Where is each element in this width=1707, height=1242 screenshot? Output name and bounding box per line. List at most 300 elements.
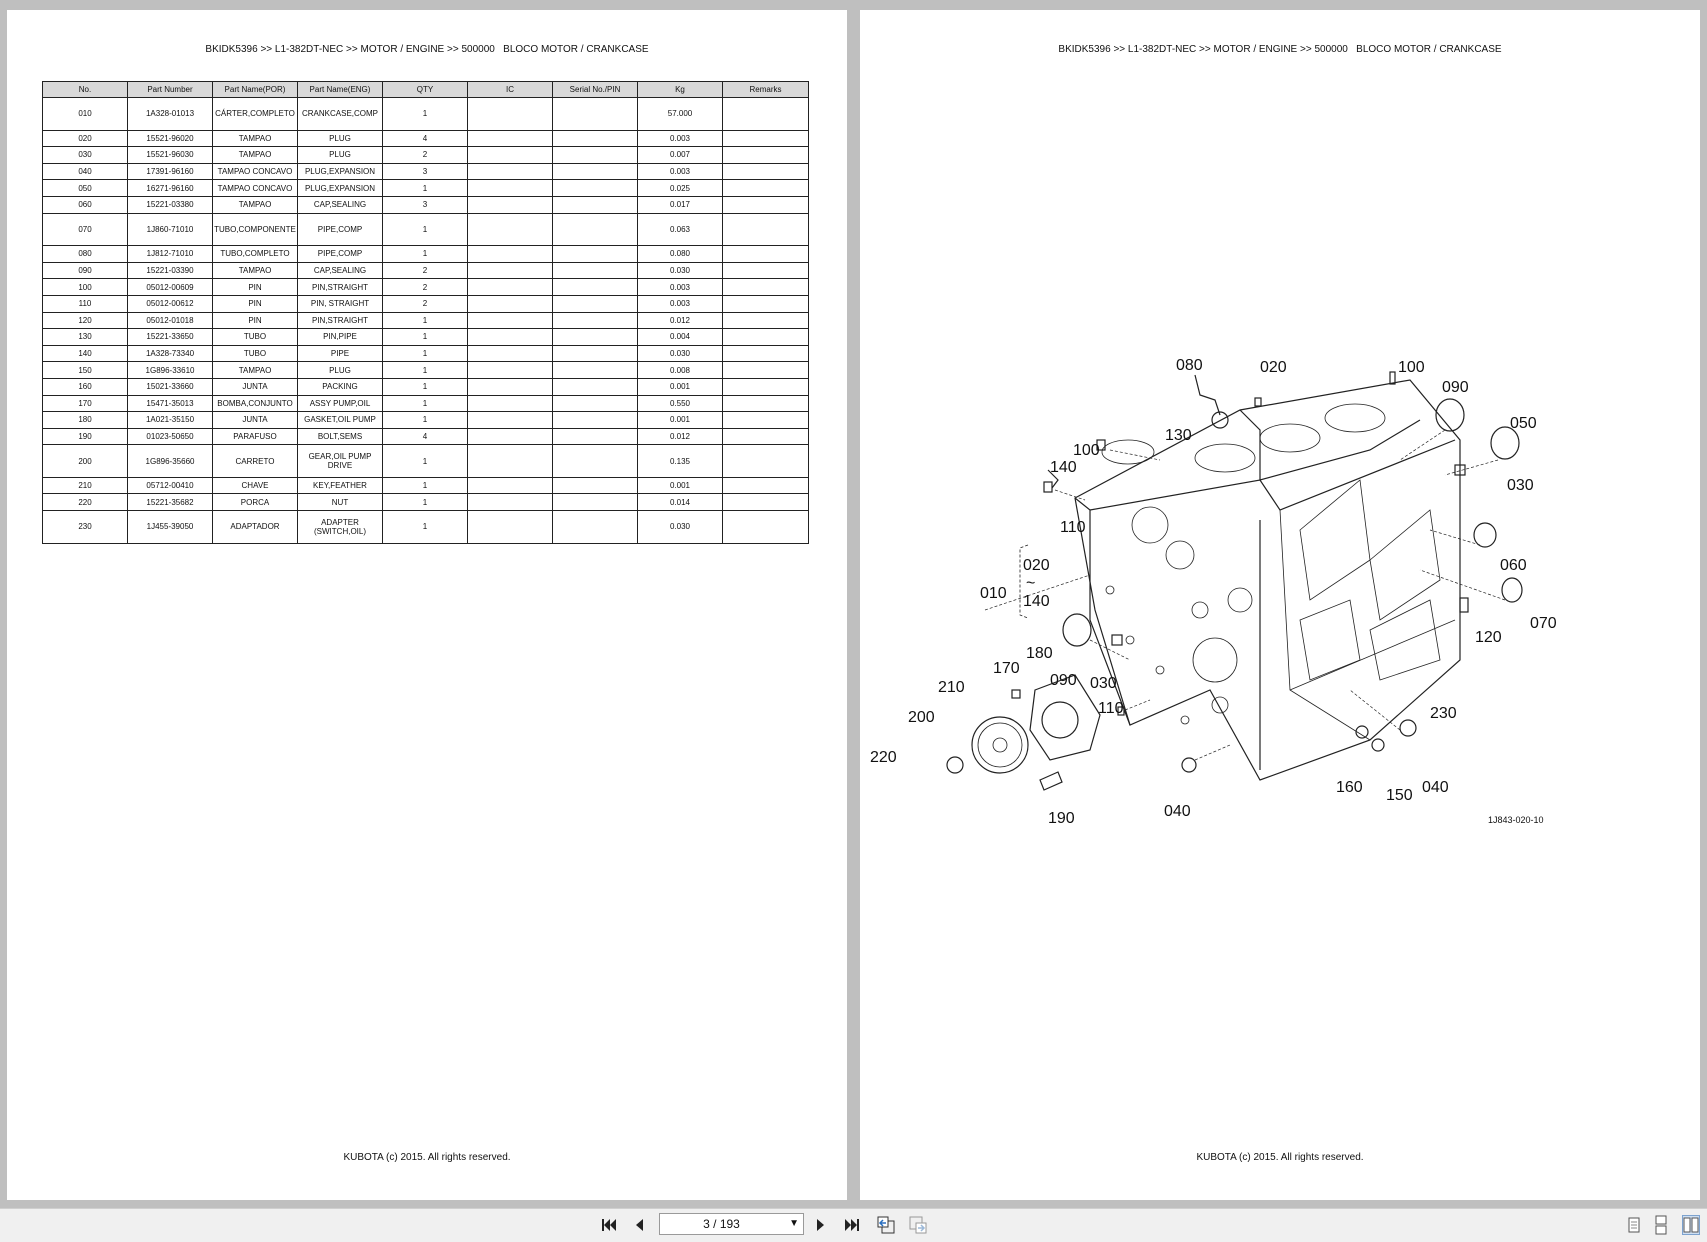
table-cell: CRANKCASE,COMP <box>298 98 383 131</box>
table-cell <box>723 130 809 147</box>
table-cell: TUBO,COMPLETO <box>213 246 298 263</box>
table-cell <box>553 213 638 246</box>
table-cell: 050 <box>43 180 128 197</box>
table-cell: 0.012 <box>638 312 723 329</box>
table-cell <box>553 494 638 511</box>
table-cell: KEY,FEATHER <box>298 477 383 494</box>
table-row <box>43 98 809 131</box>
previous-page-button[interactable] <box>627 1214 651 1236</box>
table-cell: ADAPTER (SWITCH,OIL) <box>298 511 383 544</box>
table-cell: TAMPAO <box>213 147 298 164</box>
table-cell <box>553 163 638 180</box>
table-cell <box>468 378 553 395</box>
table-cell: PIN <box>213 279 298 296</box>
previous-view-icon <box>876 1215 896 1235</box>
table-cell <box>723 494 809 511</box>
table-cell: 1G896-33610 <box>128 362 213 379</box>
column-header: QTY <box>383 82 468 98</box>
table-cell <box>468 362 553 379</box>
table-row <box>43 362 809 379</box>
table-cell <box>723 98 809 131</box>
table-cell: 3 <box>383 196 468 213</box>
table-cell <box>553 428 638 445</box>
table-cell <box>468 329 553 346</box>
callout-200: 200 <box>908 709 935 726</box>
previous-view-button[interactable] <box>874 1214 898 1236</box>
table-cell <box>723 163 809 180</box>
table-row <box>43 213 809 246</box>
oil-pump-drawing <box>947 675 1100 790</box>
table-cell: 01023-50650 <box>128 428 213 445</box>
callout-040: 040 <box>1422 779 1449 796</box>
table-cell <box>468 511 553 544</box>
table-cell <box>723 378 809 395</box>
callout-120: 120 <box>1475 629 1502 646</box>
last-page-button[interactable] <box>840 1214 864 1236</box>
callout-010: 010 <box>980 585 1007 602</box>
table-row <box>43 246 809 263</box>
table-cell: 15221-33650 <box>128 329 213 346</box>
table-cell: PLUG <box>298 147 383 164</box>
table-cell: 15021-33660 <box>128 378 213 395</box>
table-cell: 0.003 <box>638 295 723 312</box>
table-cell: 220 <box>43 494 128 511</box>
table-cell: 0.550 <box>638 395 723 412</box>
table-cell: 1 <box>383 246 468 263</box>
table-cell <box>723 412 809 429</box>
page-footer: KUBOTA (c) 2015. All rights reserved. <box>1196 1152 1364 1163</box>
table-cell <box>723 196 809 213</box>
table-cell: 15221-03380 <box>128 196 213 213</box>
callout-100: 100 <box>1398 359 1425 376</box>
table-cell <box>468 196 553 213</box>
callout-160: 160 <box>1336 779 1363 796</box>
table-cell: BOLT,SEMS <box>298 428 383 445</box>
table-cell: 1 <box>383 362 468 379</box>
column-header: Part Name(ENG) <box>298 82 383 98</box>
table-cell <box>468 147 553 164</box>
table-cell <box>468 262 553 279</box>
table-cell: 0.135 <box>638 445 723 478</box>
table-cell: 0.030 <box>638 345 723 362</box>
table-cell: 1A328-01013 <box>128 98 213 131</box>
table-cell <box>468 445 553 478</box>
table-cell: JUNTA <box>213 378 298 395</box>
table-header-row <box>43 82 809 98</box>
callout-170: 170 <box>993 660 1020 677</box>
table-cell: 57.000 <box>638 98 723 131</box>
first-page-button[interactable] <box>597 1214 621 1236</box>
table-cell: GEAR,OIL PUMP DRIVE <box>298 445 383 478</box>
table-cell: TAMPAO <box>213 262 298 279</box>
diagram-callouts <box>870 357 1557 827</box>
callout-020: 020 <box>1260 359 1287 376</box>
table-cell: 16271-96160 <box>128 180 213 197</box>
table-cell <box>553 511 638 544</box>
table-cell <box>468 345 553 362</box>
callout-060: 060 <box>1500 557 1527 574</box>
table-cell: ADAPTADOR <box>213 511 298 544</box>
table-cell <box>723 362 809 379</box>
table-cell: CAP,SEALING <box>298 196 383 213</box>
callout-220: 220 <box>870 749 897 766</box>
table-row <box>43 477 809 494</box>
table-cell: 0.063 <box>638 213 723 246</box>
table-cell: 4 <box>383 130 468 147</box>
next-view-button[interactable] <box>906 1214 930 1236</box>
table-cell: 05012-01018 <box>128 312 213 329</box>
table-row <box>43 196 809 213</box>
table-cell: 1J812-71010 <box>128 246 213 263</box>
table-cell <box>723 312 809 329</box>
table-cell: 0.017 <box>638 196 723 213</box>
table-cell: 0.014 <box>638 494 723 511</box>
column-header: Remarks <box>723 82 809 98</box>
callout-tilde: ~ <box>1026 575 1036 592</box>
table-cell <box>723 395 809 412</box>
table-cell: 0.003 <box>638 163 723 180</box>
table-cell <box>468 312 553 329</box>
table-cell: CHAVE <box>213 477 298 494</box>
table-cell: 05012-00609 <box>128 279 213 296</box>
callout-110b: 110 <box>1098 700 1124 717</box>
table-cell: 110 <box>43 295 128 312</box>
table-cell: 15521-96030 <box>128 147 213 164</box>
table-cell: PIN <box>213 312 298 329</box>
table-cell: 0.030 <box>638 262 723 279</box>
table-cell: 1G896-35660 <box>128 445 213 478</box>
table-cell: 210 <box>43 477 128 494</box>
callout-190: 190 <box>1048 810 1075 827</box>
next-page-icon <box>815 1217 827 1233</box>
callout-150: 150 <box>1386 787 1413 804</box>
callout-050: 050 <box>1510 415 1537 432</box>
page-number-input[interactable] <box>659 1213 804 1235</box>
table-cell: 0.030 <box>638 511 723 544</box>
table-row <box>43 262 809 279</box>
table-cell <box>468 412 553 429</box>
table-cell: 4 <box>383 428 468 445</box>
facing-pages-view-button[interactable] <box>1682 1215 1700 1235</box>
table-cell <box>553 246 638 263</box>
callout-230: 230 <box>1430 705 1457 722</box>
right-pdf-page <box>860 10 1700 1200</box>
table-cell: 17391-96160 <box>128 163 213 180</box>
table-cell <box>468 428 553 445</box>
table-cell: 070 <box>43 213 128 246</box>
table-cell: 0.012 <box>638 428 723 445</box>
table-cell: 2 <box>383 147 468 164</box>
page-header: BKIDK5396 >> L1-382DT-NEC >> MOTOR / ENGINE >> 500000 BLOCO MOTOR / CRANKCASE <box>205 44 649 55</box>
callout-130: 130 <box>1165 427 1192 444</box>
table-cell <box>723 262 809 279</box>
facing-pages-icon <box>1683 1216 1699 1234</box>
table-cell <box>553 378 638 395</box>
table-cell: 0.001 <box>638 378 723 395</box>
continuous-page-icon <box>1652 1215 1670 1235</box>
table-row <box>43 180 809 197</box>
table-cell: 1J860-71010 <box>128 213 213 246</box>
table-cell: 190 <box>43 428 128 445</box>
column-header: IC <box>468 82 553 98</box>
table-cell: 1J455-39050 <box>128 511 213 544</box>
table-cell <box>723 477 809 494</box>
table-cell: 0.025 <box>638 180 723 197</box>
table-cell <box>553 130 638 147</box>
table-cell: CÁRTER,COMPLETO <box>213 98 298 131</box>
table-row <box>43 494 809 511</box>
table-cell: 180 <box>43 412 128 429</box>
callout-040b: 040 <box>1164 803 1191 820</box>
table-cell <box>468 279 553 296</box>
table-cell: 030 <box>43 147 128 164</box>
table-cell: 0.080 <box>638 246 723 263</box>
table-row <box>43 345 809 362</box>
table-cell <box>553 477 638 494</box>
table-cell: 2 <box>383 279 468 296</box>
table-cell: 1 <box>383 345 468 362</box>
table-cell: 1A328-73340 <box>128 345 213 362</box>
table-cell <box>723 511 809 544</box>
table-cell <box>553 362 638 379</box>
table-cell <box>553 147 638 164</box>
left-pdf-page <box>7 10 847 1200</box>
table-row <box>43 147 809 164</box>
table-cell <box>553 180 638 197</box>
table-cell: TAMPAO CONCAVO <box>213 180 298 197</box>
table-cell: 080 <box>43 246 128 263</box>
table-cell: PLUG,EXPANSION <box>298 163 383 180</box>
table-cell: 010 <box>43 98 128 131</box>
table-cell: PLUG,EXPANSION <box>298 180 383 197</box>
continuous-view-button[interactable] <box>1652 1215 1670 1235</box>
table-cell: 0.008 <box>638 362 723 379</box>
table-cell: PIN,PIPE <box>298 329 383 346</box>
table-cell: 100 <box>43 279 128 296</box>
table-cell <box>553 98 638 131</box>
table-cell <box>468 213 553 246</box>
table-cell: 090 <box>43 262 128 279</box>
table-cell: TAMPAO <box>213 130 298 147</box>
table-cell: 2 <box>383 295 468 312</box>
table-cell: 0.003 <box>638 279 723 296</box>
table-cell: 1 <box>383 378 468 395</box>
table-row <box>43 378 809 395</box>
table-row <box>43 163 809 180</box>
table-cell <box>723 295 809 312</box>
table-cell: 140 <box>43 345 128 362</box>
viewer-toolbar <box>0 1208 1707 1242</box>
table-cell: BOMBA,CONJUNTO <box>213 395 298 412</box>
callout-140b: 140 <box>1023 593 1050 610</box>
exploded-parts-diagram <box>870 357 1620 880</box>
table-cell: PIN,STRAIGHT <box>298 312 383 329</box>
table-cell <box>723 246 809 263</box>
table-cell <box>468 477 553 494</box>
table-cell: TAMPAO CONCAVO <box>213 163 298 180</box>
table-cell <box>468 246 553 263</box>
callout-210: 210 <box>938 679 965 696</box>
table-cell <box>553 262 638 279</box>
table-cell: 1 <box>383 412 468 429</box>
table-cell: PIPE,COMP <box>298 246 383 263</box>
page-footer: KUBOTA (c) 2015. All rights reserved. <box>343 1152 511 1163</box>
table-cell: 130 <box>43 329 128 346</box>
table-cell: 1 <box>383 511 468 544</box>
table-cell: 1 <box>383 312 468 329</box>
table-cell <box>468 130 553 147</box>
table-row <box>43 329 809 346</box>
table-cell: 1 <box>383 213 468 246</box>
callout-180: 180 <box>1026 645 1053 662</box>
table-cell: GASKET,OIL PUMP <box>298 412 383 429</box>
table-cell: 0.003 <box>638 130 723 147</box>
table-cell: PIN,STRAIGHT <box>298 279 383 296</box>
table-cell <box>553 329 638 346</box>
single-page-icon <box>1625 1215 1643 1235</box>
table-cell <box>468 163 553 180</box>
table-cell <box>553 445 638 478</box>
table-row <box>43 395 809 412</box>
table-cell: 1 <box>383 395 468 412</box>
last-page-icon <box>844 1217 860 1233</box>
table-cell: 1 <box>383 329 468 346</box>
table-cell: 05012-00612 <box>128 295 213 312</box>
table-cell: 1A021-35150 <box>128 412 213 429</box>
page-indicator: 3 / 193 <box>703 1217 740 1231</box>
table-row <box>43 445 809 478</box>
table-cell: PIPE,COMP <box>298 213 383 246</box>
table-cell <box>723 428 809 445</box>
table-cell: 2 <box>383 262 468 279</box>
table-cell <box>468 295 553 312</box>
table-cell: PARAFUSO <box>213 428 298 445</box>
table-cell: 230 <box>43 511 128 544</box>
table-cell: 15471-35013 <box>128 395 213 412</box>
next-view-icon <box>908 1215 928 1235</box>
table-cell <box>468 494 553 511</box>
table-cell: 3 <box>383 163 468 180</box>
table-cell: JUNTA <box>213 412 298 429</box>
column-header: Part Name(POR) <box>213 82 298 98</box>
previous-page-icon <box>633 1217 645 1233</box>
page-header: BKIDK5396 >> L1-382DT-NEC >> MOTOR / ENGINE >> 500000 BLOCO MOTOR / CRANKCASE <box>1058 44 1502 55</box>
table-body <box>43 98 809 544</box>
table-cell: 200 <box>43 445 128 478</box>
table-cell <box>723 180 809 197</box>
callout-110: 110 <box>1060 519 1086 536</box>
table-row <box>43 412 809 429</box>
table-cell <box>468 180 553 197</box>
table-cell: 0.001 <box>638 412 723 429</box>
table-cell: 120 <box>43 312 128 329</box>
column-header: Kg <box>638 82 723 98</box>
callout-090: 090 <box>1442 379 1469 396</box>
table-cell <box>468 395 553 412</box>
drawing-code: 1J843-020-10 <box>1488 815 1544 825</box>
table-cell: PORCA <box>213 494 298 511</box>
table-cell <box>553 279 638 296</box>
callout-080: 080 <box>1176 357 1203 374</box>
table-row <box>43 312 809 329</box>
table-cell: 1 <box>383 445 468 478</box>
table-cell: TUBO,COMPONENTE <box>213 213 298 246</box>
next-page-button[interactable] <box>809 1214 833 1236</box>
column-header: No. <box>43 82 128 98</box>
table-cell: 0.007 <box>638 147 723 164</box>
table-cell <box>468 98 553 131</box>
table-cell: TUBO <box>213 345 298 362</box>
table-cell <box>553 295 638 312</box>
table-cell: CAP,SEALING <box>298 262 383 279</box>
table-cell <box>723 147 809 164</box>
table-cell <box>723 213 809 246</box>
table-cell: PACKING <box>298 378 383 395</box>
table-row <box>43 295 809 312</box>
table-cell <box>723 329 809 346</box>
callout-030b: 030 <box>1090 675 1117 692</box>
table-cell: PLUG <box>298 130 383 147</box>
table-cell: 020 <box>43 130 128 147</box>
table-cell: 1 <box>383 180 468 197</box>
table-cell: 15221-03390 <box>128 262 213 279</box>
crankcase-drawing <box>1075 380 1460 780</box>
callout-100b: 100 <box>1073 442 1100 459</box>
table-cell: 0.001 <box>638 477 723 494</box>
table-cell: CARRETO <box>213 445 298 478</box>
table-row <box>43 130 809 147</box>
table-row <box>43 279 809 296</box>
table-cell: 1 <box>383 494 468 511</box>
table-cell <box>553 412 638 429</box>
column-header: Part Number <box>128 82 213 98</box>
table-cell: 15221-35682 <box>128 494 213 511</box>
callout-070: 070 <box>1530 615 1557 632</box>
table-cell <box>553 312 638 329</box>
table-cell: ASSY PUMP,OIL <box>298 395 383 412</box>
table-row <box>43 428 809 445</box>
table-cell <box>723 279 809 296</box>
table-cell: 160 <box>43 378 128 395</box>
table-cell: 1 <box>383 477 468 494</box>
table-cell: 060 <box>43 196 128 213</box>
table-cell: PIN <box>213 295 298 312</box>
callout-090b: 090 <box>1050 672 1077 689</box>
table-row <box>43 511 809 544</box>
table-cell <box>553 196 638 213</box>
table-cell: 0.004 <box>638 329 723 346</box>
single-page-view-button[interactable] <box>1625 1215 1643 1235</box>
column-header: Serial No./PIN <box>553 82 638 98</box>
callout-140: 140 <box>1050 459 1077 476</box>
chevron-down-icon[interactable]: ▼ <box>789 1218 799 1229</box>
table-cell: 1 <box>383 98 468 131</box>
table-cell: TAMPAO <box>213 362 298 379</box>
table-cell: 05712-00410 <box>128 477 213 494</box>
table-cell <box>723 345 809 362</box>
parts-table <box>42 81 809 544</box>
callout-030: 030 <box>1507 477 1534 494</box>
table-cell: PIPE <box>298 345 383 362</box>
table-cell: PLUG <box>298 362 383 379</box>
first-page-icon <box>601 1217 617 1233</box>
table-cell: NUT <box>298 494 383 511</box>
table-cell: PIN, STRAIGHT <box>298 295 383 312</box>
table-cell <box>723 445 809 478</box>
table-cell <box>553 345 638 362</box>
table-cell: 170 <box>43 395 128 412</box>
table-cell: TUBO <box>213 329 298 346</box>
